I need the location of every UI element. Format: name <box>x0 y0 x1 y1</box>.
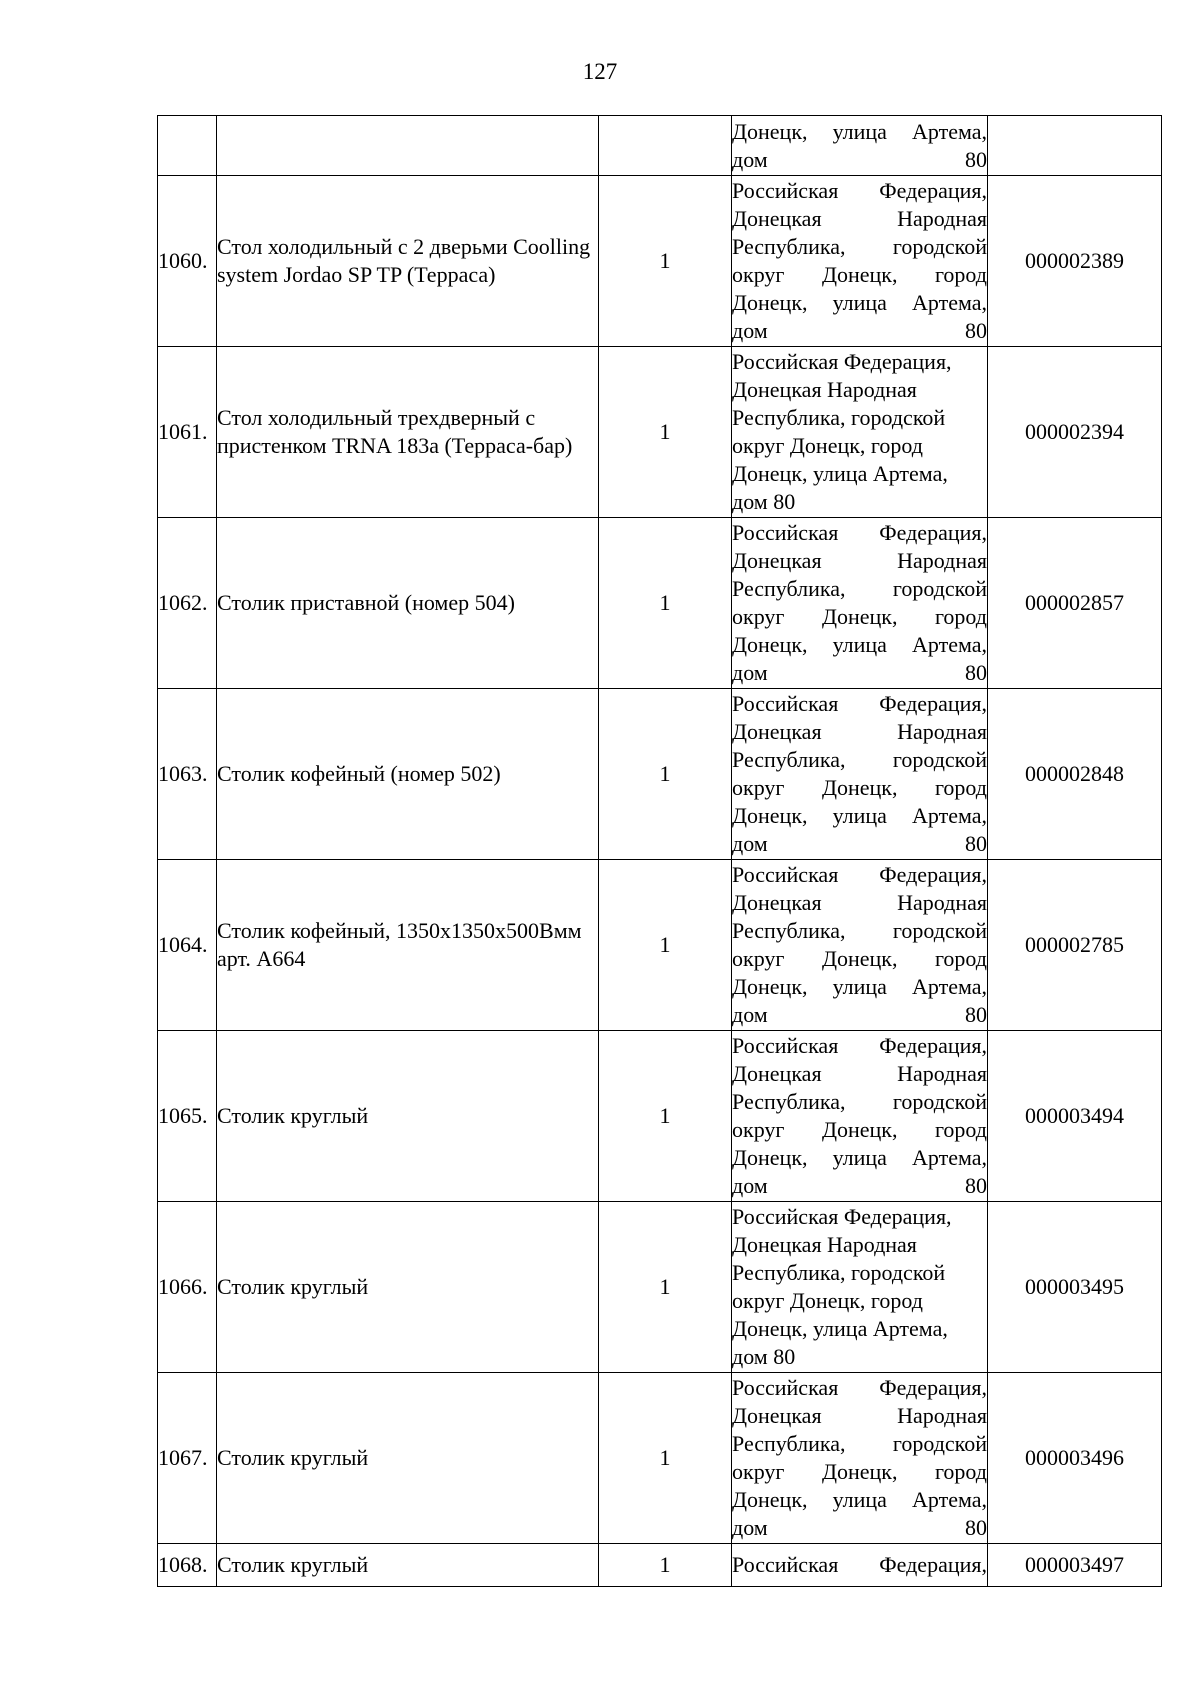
address-line: дом 80 <box>732 146 987 172</box>
address-cell <box>732 176 988 347</box>
address-line: Республика, городской <box>732 1089 987 1114</box>
address-line: Российская Федерация, <box>732 862 987 887</box>
address-line: Республика, городской <box>732 1431 987 1456</box>
item-name-cell: Столик круглый <box>217 1031 599 1202</box>
row-number-cell: 1060. <box>158 176 217 347</box>
page-number: 127 <box>582 59 618 84</box>
quantity-cell: 1 <box>599 1031 732 1202</box>
address-line: Донецкая Народная <box>732 377 917 402</box>
address-line: Донецкая Народная <box>732 1061 987 1086</box>
address-cell <box>732 347 988 518</box>
address-line: Донецк, улица Артема, <box>732 632 987 657</box>
address-line: Донецк, улица Артема, <box>732 803 987 828</box>
quantity-cell: 1 <box>599 518 732 689</box>
table-row <box>158 1031 1162 1202</box>
address-line: Республика, городской <box>732 576 987 601</box>
address-line: Донецкая Народная <box>732 206 987 231</box>
table-row <box>158 1202 1162 1373</box>
address-line: дом 80 <box>732 660 987 685</box>
quantity-cell: 1 <box>599 176 732 347</box>
address-line: дом 80 <box>732 1515 987 1540</box>
quantity-cell: 1 <box>599 689 732 860</box>
address-line: Донецкая Народная <box>732 1232 917 1257</box>
address-line: Донецк, улица Артема, <box>732 1145 987 1170</box>
table-row <box>158 689 1162 860</box>
table-row <box>158 518 1162 689</box>
address-line: округ Донецк, город <box>732 433 923 458</box>
inventory-number-cell: 000003494 <box>988 1031 1162 1202</box>
address-line: Российская Федерация, <box>732 691 987 716</box>
row-number-cell: 1065. <box>158 1031 217 1202</box>
address-line: округ Донецк, город <box>732 1288 923 1313</box>
table-row <box>158 1544 1162 1587</box>
quantity-cell: 1 <box>599 1202 732 1373</box>
inventory-number-cell: 000002848 <box>988 689 1162 860</box>
row-number-cell: 1064. <box>158 860 217 1031</box>
address-line: дом 80 <box>732 489 796 514</box>
address-line: Российская Федерация, <box>732 178 987 203</box>
address-line: Республика, городской <box>732 918 987 943</box>
address-line: Донецк, улица Артема, <box>732 1487 987 1512</box>
inventory-number-cell: 000003497 <box>988 1544 1162 1587</box>
address-line: Донецкая Народная <box>732 1403 987 1428</box>
inventory-number-cell: 000002389 <box>988 176 1162 347</box>
table-row <box>158 1373 1162 1544</box>
address-cell <box>732 1544 988 1587</box>
address-line: Республика, городской <box>732 1260 946 1285</box>
address-line: Донецкая Народная <box>732 890 987 915</box>
item-name-cell: Столик круглый <box>217 1202 599 1373</box>
address-line: Российская Федерация, <box>732 1033 987 1058</box>
address-line: Донецк, улица Артема, <box>732 118 987 144</box>
item-name-cell: Стол холодильный с 2 дверьми Coolling system Jordao SP TP (Терраса) <box>217 176 599 347</box>
address-line: округ Донецк, город <box>732 1117 987 1142</box>
row-number-cell: 1067. <box>158 1373 217 1544</box>
row-number-cell: 1061. <box>158 347 217 518</box>
address-cell <box>732 860 988 1031</box>
address-line: Донецк, улица Артема, <box>732 290 987 315</box>
address-line: округ Донецк, город <box>732 775 987 800</box>
address-line: дом 80 <box>732 1344 796 1369</box>
item-name-cell: Столик круглый <box>217 1544 599 1587</box>
row-number-cell: 1062. <box>158 518 217 689</box>
address-line: Российская Федерация, <box>732 1552 987 1577</box>
address-line: Российская Федерация, <box>732 1204 952 1229</box>
address-line: Донецк, улица Артема, <box>732 461 948 486</box>
item-name-cell: Стол холодильный трехдверный с пристенком TRNA 183a (Терраса-бар) <box>217 347 599 518</box>
table-row <box>158 347 1162 518</box>
row-number-cell: 1068. <box>158 1544 217 1587</box>
table-body <box>158 116 1162 1587</box>
item-name-cell: Столик приставной (номер 504) <box>217 518 599 689</box>
row-number-cell <box>158 116 217 176</box>
quantity-cell: 1 <box>599 860 732 1031</box>
address-line: округ Донецк, город <box>732 262 987 287</box>
inventory-number-cell: 000002394 <box>988 347 1162 518</box>
address-line: округ Донецк, город <box>732 604 987 629</box>
address-line: округ Донецк, город <box>732 946 987 971</box>
address-cell <box>732 116 988 176</box>
quantity-cell: 1 <box>599 347 732 518</box>
address-line: Донецк, улица Артема, <box>732 1316 948 1341</box>
inventory-number-cell: 000002857 <box>988 518 1162 689</box>
address-cell <box>732 1373 988 1544</box>
address-line: Республика, городской <box>732 234 987 259</box>
address-line: дом 80 <box>732 318 987 343</box>
address-cell <box>732 689 988 860</box>
inventory-table <box>157 115 1162 1587</box>
item-name-cell: Столик круглый <box>217 1373 599 1544</box>
row-number-cell: 1063. <box>158 689 217 860</box>
inventory-number-cell: 000003496 <box>988 1373 1162 1544</box>
inventory-number-cell <box>988 116 1162 176</box>
inventory-number-cell: 000003495 <box>988 1202 1162 1373</box>
table-row <box>158 116 1162 176</box>
quantity-cell: 1 <box>599 1373 732 1544</box>
address-cell <box>732 1031 988 1202</box>
address-line: Донецкая Народная <box>732 548 987 573</box>
item-name-cell <box>217 116 599 176</box>
row-number-cell: 1066. <box>158 1202 217 1373</box>
address-line: Республика, городской <box>732 747 987 772</box>
address-line: дом 80 <box>732 1173 987 1198</box>
address-line: дом 80 <box>732 1002 987 1027</box>
address-line: Российская Федерация, <box>732 1375 987 1400</box>
address-line: дом 80 <box>732 831 987 856</box>
address-line: Российская Федерация, <box>732 349 952 374</box>
address-line: Донецк, улица Артема, <box>732 974 987 999</box>
address-line: Республика, городской <box>732 405 946 430</box>
table-row <box>158 176 1162 347</box>
item-name-cell: Столик кофейный, 1350х1350х500Вмм арт. A664 <box>217 860 599 1031</box>
address-line: округ Донецк, город <box>732 1459 987 1484</box>
address-cell <box>732 518 988 689</box>
inventory-number-cell: 000002785 <box>988 860 1162 1031</box>
address-cell <box>732 1202 988 1373</box>
address-line: Российская Федерация, <box>732 520 987 545</box>
quantity-cell <box>599 116 732 176</box>
table-row <box>158 860 1162 1031</box>
address-line: Донецкая Народная <box>732 719 987 744</box>
quantity-cell: 1 <box>599 1544 732 1587</box>
item-name-cell: Столик кофейный (номер 502) <box>217 689 599 860</box>
